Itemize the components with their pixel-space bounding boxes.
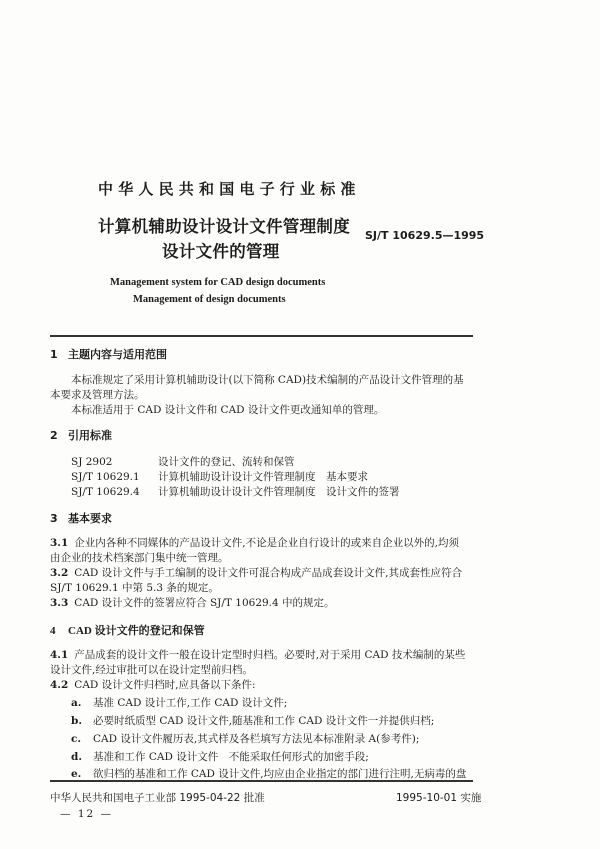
standard-code: SJ/T 10629.5—1995 xyxy=(365,229,485,242)
clause-text: 产品成套的设计文件一般在设计定型时归档。必要时,对于采用 CAD 技术编制的某些 xyxy=(74,649,466,661)
clause-text: CAD 设计文件的签署应符合 SJ/T 10629.4 中的规定。 xyxy=(74,597,335,609)
reference-code: SJ 2902 xyxy=(71,456,113,468)
section-number: 1 xyxy=(50,348,58,361)
condition-label: d. xyxy=(71,751,82,763)
section-2-heading xyxy=(50,427,112,443)
reference-row xyxy=(71,454,295,469)
clause-3-2-line1 xyxy=(50,565,462,580)
clause-4-2-line1 xyxy=(50,677,256,692)
section-3-heading xyxy=(50,510,112,526)
condition-text: CAD 设计文件履历表,其式样及各栏填写方法见本标准附录 A(参考件); xyxy=(93,733,420,745)
reference-title: 计算机辅助设计设计文件管理制度 基本要求 xyxy=(158,471,368,483)
condition-item xyxy=(71,695,287,710)
footer-divider xyxy=(50,780,473,782)
condition-item xyxy=(71,731,419,746)
clause-3-2-line2: SJ/T 10629.1 中第 5.3 条的规定。 xyxy=(50,582,219,594)
section-title: CAD 设计文件的登记和保管 xyxy=(68,625,205,637)
clause-4-1-line2: 设计文件,经过审批可以在设计定型前归档。 xyxy=(50,664,253,676)
reference-row xyxy=(71,484,400,499)
condition-text: 必要时纸质型 CAD 设计文件,随基准和工作 CAD 设计文件一并提供归档; xyxy=(93,715,435,727)
condition-label: e. xyxy=(71,768,82,780)
condition-label: c. xyxy=(71,733,82,745)
clause-number: 3.1 xyxy=(50,537,69,549)
title-cn-line2: 设计文件的管理 xyxy=(162,242,280,261)
condition-item xyxy=(71,749,369,764)
clause-3-1-line1 xyxy=(50,535,459,550)
section-1-heading xyxy=(50,346,167,362)
section-number: 3 xyxy=(50,512,58,525)
title-en-line1: Management system for CAD design documents xyxy=(110,277,326,288)
section-4-heading xyxy=(50,622,205,638)
clause-4-1-line1 xyxy=(50,647,465,662)
section-title: 主题内容与适用范围 xyxy=(68,348,167,361)
condition-label: b. xyxy=(71,715,82,727)
title-en-line2: Management of design documents xyxy=(133,294,286,305)
page-number: — 12 — xyxy=(60,808,114,820)
header-divider xyxy=(50,335,473,337)
condition-text: 欲归档的基准和工作 CAD 设计文件,均应由企业指定的部门进行注明,无病毒的盘 xyxy=(93,768,467,780)
clause-text: CAD 设计文件归档时,应具备以下条件: xyxy=(74,679,256,691)
clause-number: 4.2 xyxy=(50,679,69,691)
section-1-para1-line2: 本要求及管理方法。 xyxy=(50,389,145,401)
title-cn-line1: 计算机辅助设计设计文件管理制度 xyxy=(98,217,350,236)
clause-text: CAD 设计文件与手工编制的设计文件可混合构成产品成套设计文件,其成套性应符合 xyxy=(74,567,462,579)
reference-row xyxy=(71,469,368,484)
section-1-para1-line1: 本标准规定了采用计算机辅助设计(以下简称 CAD)技术编制的产品设计文件管理的基 xyxy=(71,374,464,386)
condition-item xyxy=(71,766,466,781)
condition-label: a. xyxy=(71,697,82,709)
condition-item xyxy=(71,713,434,728)
clause-3-3-line1 xyxy=(50,595,335,610)
section-title: 基本要求 xyxy=(68,512,112,525)
section-1-para2: 本标准适用于 CAD 设计文件和 CAD 设计文件更改通知单的管理。 xyxy=(71,404,385,416)
section-number: 2 xyxy=(50,429,58,442)
clause-number: 3.2 xyxy=(50,567,69,579)
reference-code: SJ/T 10629.4 xyxy=(71,486,140,498)
condition-text: 基准和工作 CAD 设计文件 不能采取任何形式的加密手段; xyxy=(93,751,369,763)
reference-title: 计算机辅助设计设计文件管理制度 设计文件的签署 xyxy=(158,486,400,498)
reference-title: 设计文件的登记、流转和保管 xyxy=(158,456,295,468)
section-title: 引用标准 xyxy=(68,429,112,442)
approval-note: 中华人民共和国电子工业部 1995-04-22 批准 xyxy=(50,792,265,804)
section-number: 4 xyxy=(50,625,56,637)
clause-text: 企业内各种不同媒体的产品设计文件,不论是企业自行设计的或来自企业以外的,均须 xyxy=(74,537,459,549)
clause-3-1-line2: 由企业的技术档案部门集中统一管理。 xyxy=(50,552,229,564)
clause-number: 4.1 xyxy=(50,649,69,661)
condition-text: 基准 CAD 设计工作,工作 CAD 设计文件; xyxy=(93,697,288,709)
implementation-date: 1995-10-01 实施 xyxy=(396,792,482,804)
clause-number: 3.3 xyxy=(50,597,69,609)
standard-category: 中华人民共和国电子行业标准 xyxy=(98,180,361,198)
reference-code: SJ/T 10629.1 xyxy=(71,471,140,483)
